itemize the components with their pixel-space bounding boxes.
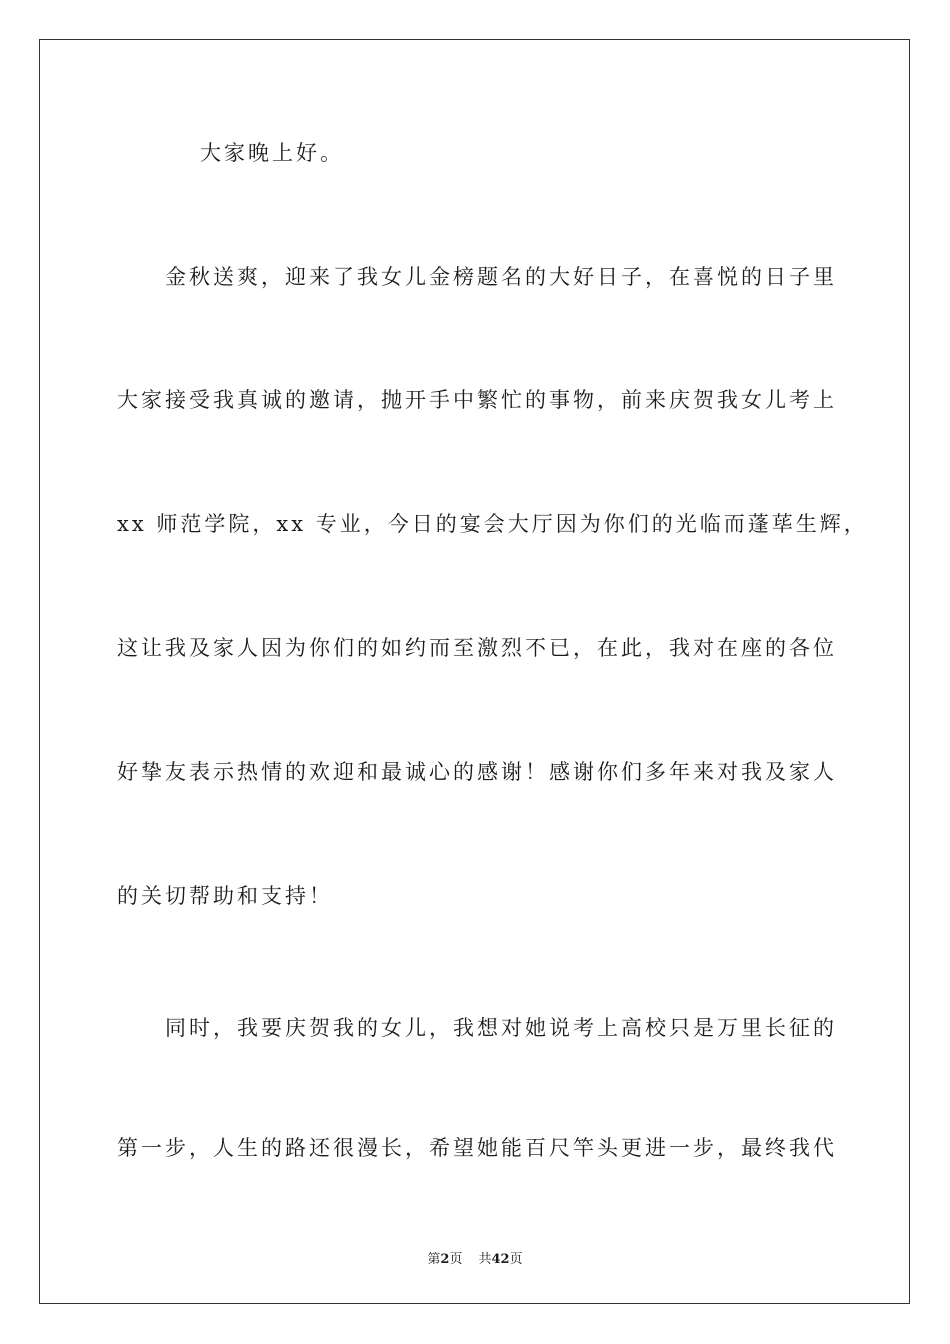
total-suffix: 页: [509, 1252, 523, 1267]
page-prefix: 第: [427, 1252, 441, 1267]
paragraph-line-5: 好挚友表示热情的欢迎和最诚心的感谢！感谢你们多年来对我及家人: [117, 760, 837, 784]
paragraph-line-8: 第一步，人生的路还很漫长，希望她能百尺竿头更进一步，最终我代: [117, 1136, 837, 1160]
paragraph-line-6: 的关切帮助和支持！: [117, 884, 333, 908]
total-prefix: 共: [478, 1252, 492, 1267]
paragraph-line-3: xx 师范学院，xx 专业，今日的宴会大厅因为你们的光临而蓬荜生辉，: [117, 512, 868, 536]
paragraph-line-7: 同时，我要庆贺我的女儿，我想对她说考上高校只是万里长征的: [165, 1016, 837, 1040]
page-footer: [0, 1248, 950, 1267]
total-pages: 42: [491, 1252, 510, 1267]
page-suffix: 页: [449, 1252, 463, 1267]
paragraph-line-4: 这让我及家人因为你们的如约而至激烈不已，在此，我对在座的各位: [117, 636, 837, 660]
paragraph-line-1: 金秋送爽，迎来了我女儿金榜题名的大好日子，在喜悦的日子里: [165, 265, 837, 289]
page-number: 2: [440, 1252, 450, 1267]
page-border: [39, 39, 910, 1304]
greeting-line: 大家晚上好。: [200, 141, 344, 165]
paragraph-line-2: 大家接受我真诚的邀请，抛开手中繁忙的事物，前来庆贺我女儿考上: [117, 388, 837, 412]
